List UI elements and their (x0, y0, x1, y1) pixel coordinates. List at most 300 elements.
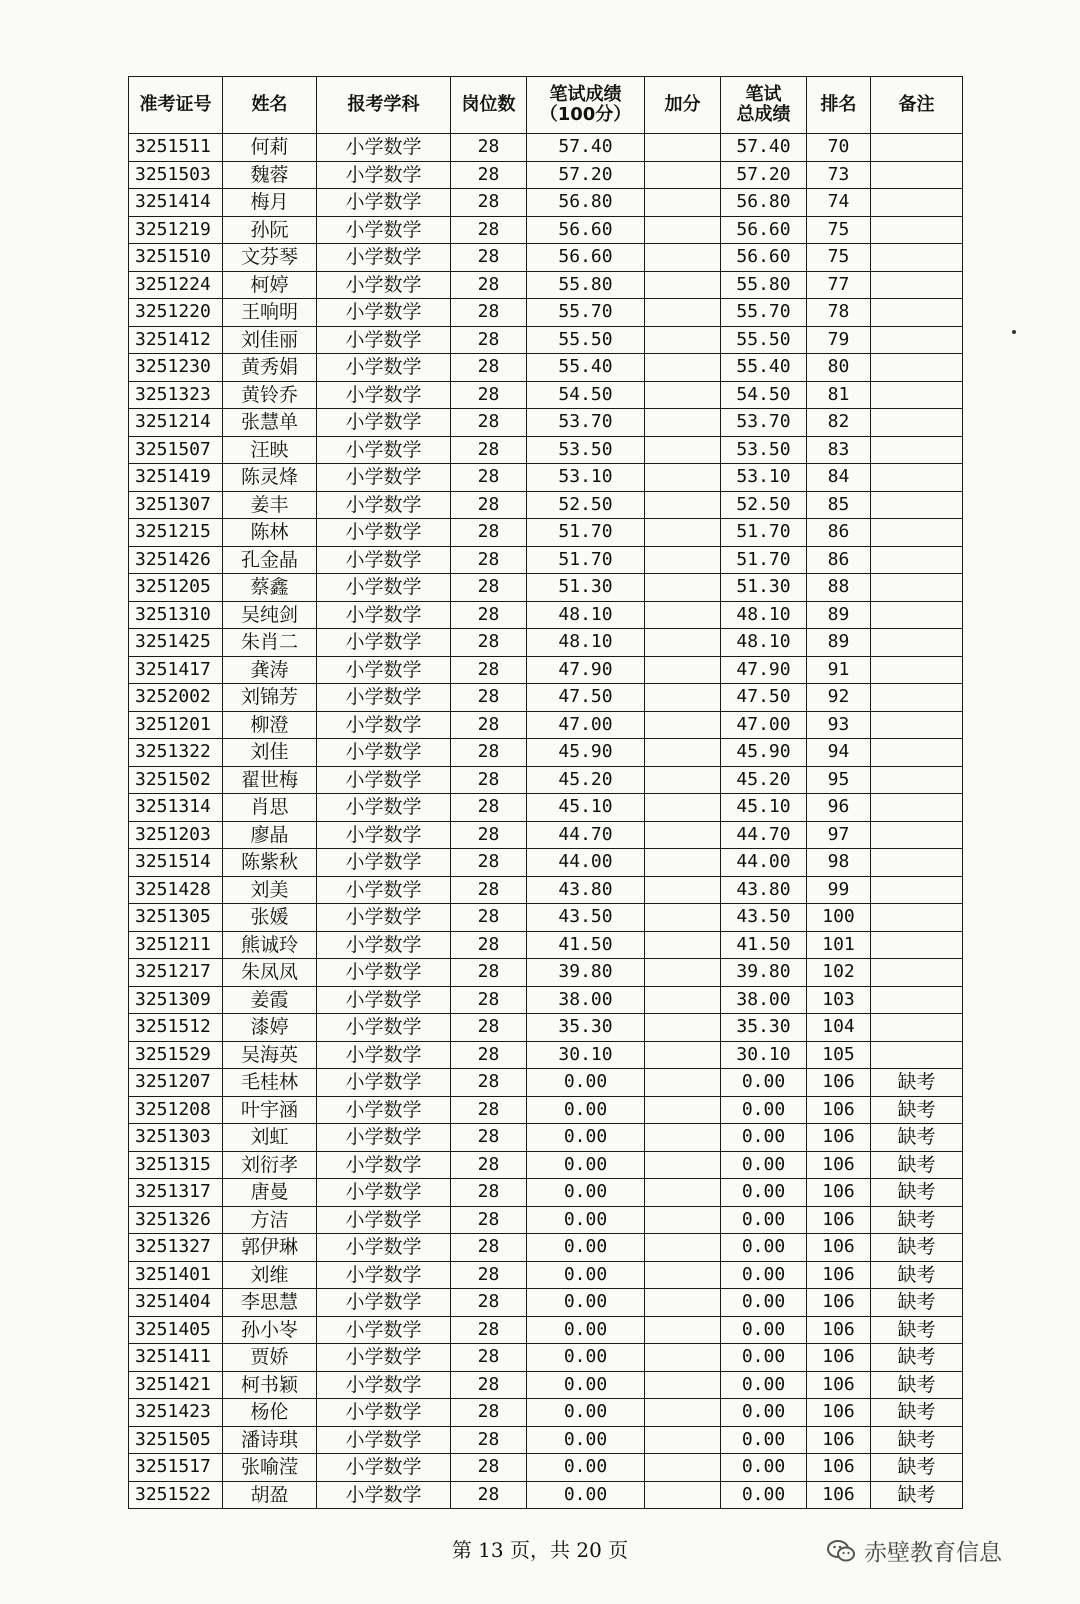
cell-rank: 106 (807, 1069, 871, 1097)
cell-written-score: 57.20 (527, 161, 645, 189)
cell-subject: 小学数学 (317, 711, 451, 739)
cell-name: 郭伊琳 (223, 1234, 317, 1262)
cell-bonus (645, 794, 721, 822)
cell-positions: 28 (451, 381, 527, 409)
cell-note (871, 381, 963, 409)
cell-total-score: 53.10 (721, 464, 807, 492)
table-row (129, 711, 963, 739)
table-row (129, 1124, 963, 1152)
cell-subject: 小学数学 (317, 464, 451, 492)
cell-subject: 小学数学 (317, 1316, 451, 1344)
cell-total-score: 43.50 (721, 904, 807, 932)
cell-total-score: 0.00 (721, 1151, 807, 1179)
cell-positions: 28 (451, 1371, 527, 1399)
cell-note (871, 821, 963, 849)
cell-bonus (645, 464, 721, 492)
table-row (129, 629, 963, 657)
cell-note (871, 436, 963, 464)
cell-note: 缺考 (871, 1316, 963, 1344)
table-row (129, 491, 963, 519)
cell-bonus (645, 821, 721, 849)
cell-name: 张喻滢 (223, 1454, 317, 1482)
table-row (129, 1481, 963, 1509)
cell-id: 3251512 (129, 1014, 223, 1042)
cell-subject: 小学数学 (317, 1344, 451, 1372)
cell-positions: 28 (451, 216, 527, 244)
cell-note (871, 986, 963, 1014)
cell-id: 3251309 (129, 986, 223, 1014)
cell-bonus (645, 986, 721, 1014)
cell-written-score: 0.00 (527, 1206, 645, 1234)
cell-positions: 28 (451, 629, 527, 657)
cell-note (871, 1014, 963, 1042)
cell-subject: 小学数学 (317, 1014, 451, 1042)
table-row (129, 1261, 963, 1289)
cell-note (871, 739, 963, 767)
cell-name: 杨伦 (223, 1399, 317, 1427)
cell-rank: 83 (807, 436, 871, 464)
cell-positions: 28 (451, 546, 527, 574)
cell-written-score: 0.00 (527, 1316, 645, 1344)
cell-written-score: 51.70 (527, 519, 645, 547)
table-row (129, 1316, 963, 1344)
cell-bonus (645, 1316, 721, 1344)
table-row (129, 546, 963, 574)
cell-note: 缺考 (871, 1069, 963, 1097)
cell-written-score: 0.00 (527, 1426, 645, 1454)
cell-written-score: 0.00 (527, 1069, 645, 1097)
table-body (129, 134, 963, 1509)
cell-positions: 28 (451, 134, 527, 162)
cell-written-score: 56.80 (527, 189, 645, 217)
cell-note (871, 574, 963, 602)
table-row (129, 189, 963, 217)
cell-name: 吴纯剑 (223, 601, 317, 629)
cell-written-score: 35.30 (527, 1014, 645, 1042)
cell-id: 3251317 (129, 1179, 223, 1207)
cell-note (871, 464, 963, 492)
cell-subject: 小学数学 (317, 189, 451, 217)
table-row (129, 986, 963, 1014)
cell-positions: 28 (451, 1289, 527, 1317)
cell-total-score: 47.00 (721, 711, 807, 739)
cell-written-score: 0.00 (527, 1289, 645, 1317)
wechat-icon (826, 1538, 856, 1564)
cell-id: 3251219 (129, 216, 223, 244)
table-row (129, 739, 963, 767)
cell-total-score: 55.50 (721, 326, 807, 354)
header-note: 备注 (871, 77, 963, 134)
cell-id: 3251215 (129, 519, 223, 547)
header-name: 姓名 (223, 77, 317, 134)
cell-written-score: 0.00 (527, 1371, 645, 1399)
cell-positions: 28 (451, 1316, 527, 1344)
cell-id: 3251207 (129, 1069, 223, 1097)
cell-name: 潘诗琪 (223, 1426, 317, 1454)
cell-bonus (645, 436, 721, 464)
cell-bonus (645, 1454, 721, 1482)
cell-id: 3251505 (129, 1426, 223, 1454)
table-row (129, 904, 963, 932)
cell-positions: 28 (451, 1454, 527, 1482)
cell-total-score: 0.00 (721, 1399, 807, 1427)
cell-written-score: 48.10 (527, 601, 645, 629)
cell-subject: 小学数学 (317, 876, 451, 904)
cell-id: 3251417 (129, 656, 223, 684)
cell-total-score: 41.50 (721, 931, 807, 959)
cell-rank: 105 (807, 1041, 871, 1069)
cell-subject: 小学数学 (317, 491, 451, 519)
cell-subject: 小学数学 (317, 574, 451, 602)
cell-rank: 106 (807, 1454, 871, 1482)
cell-id: 3251303 (129, 1124, 223, 1152)
cell-bonus (645, 1041, 721, 1069)
cell-subject: 小学数学 (317, 436, 451, 464)
table-row (129, 244, 963, 272)
page-number: 第 13 页，共 20 页 (451, 1538, 629, 1562)
cell-name: 廖晶 (223, 821, 317, 849)
cell-note (871, 216, 963, 244)
cell-id: 3251205 (129, 574, 223, 602)
cell-id: 3251411 (129, 1344, 223, 1372)
cell-subject: 小学数学 (317, 656, 451, 684)
cell-note (871, 711, 963, 739)
cell-rank: 77 (807, 271, 871, 299)
cell-written-score: 55.40 (527, 354, 645, 382)
cell-name: 汪映 (223, 436, 317, 464)
table-row (129, 1096, 963, 1124)
table-header-row (129, 77, 963, 134)
cell-note (871, 849, 963, 877)
cell-total-score: 44.70 (721, 821, 807, 849)
cell-positions: 28 (451, 739, 527, 767)
cell-id: 3251208 (129, 1096, 223, 1124)
cell-id: 3251323 (129, 381, 223, 409)
cell-name: 吴海英 (223, 1041, 317, 1069)
cell-subject: 小学数学 (317, 1179, 451, 1207)
cell-id: 3251315 (129, 1151, 223, 1179)
cell-bonus (645, 1481, 721, 1509)
table-row (129, 821, 963, 849)
header-written-score (527, 77, 645, 134)
cell-positions: 28 (451, 326, 527, 354)
cell-total-score: 38.00 (721, 986, 807, 1014)
cell-total-score: 0.00 (721, 1481, 807, 1509)
cell-id: 3251322 (129, 739, 223, 767)
cell-note (871, 1041, 963, 1069)
cell-note: 缺考 (871, 1151, 963, 1179)
table-row (129, 601, 963, 629)
cell-id: 3251502 (129, 766, 223, 794)
cell-written-score: 0.00 (527, 1399, 645, 1427)
cell-total-score: 35.30 (721, 1014, 807, 1042)
cell-name: 魏蓉 (223, 161, 317, 189)
table-row (129, 354, 963, 382)
cell-subject: 小学数学 (317, 546, 451, 574)
cell-bonus (645, 656, 721, 684)
table-row (129, 1041, 963, 1069)
cell-bonus (645, 931, 721, 959)
cell-total-score: 0.00 (721, 1426, 807, 1454)
cell-subject: 小学数学 (317, 1206, 451, 1234)
cell-subject: 小学数学 (317, 299, 451, 327)
cell-subject: 小学数学 (317, 216, 451, 244)
cell-total-score: 52.50 (721, 491, 807, 519)
cell-id: 3251224 (129, 271, 223, 299)
cell-id: 3251529 (129, 1041, 223, 1069)
cell-bonus (645, 244, 721, 272)
cell-written-score: 39.80 (527, 959, 645, 987)
cell-id: 3251419 (129, 464, 223, 492)
cell-total-score: 54.50 (721, 381, 807, 409)
cell-rank: 79 (807, 326, 871, 354)
cell-positions: 28 (451, 354, 527, 382)
table-row (129, 299, 963, 327)
watermark (826, 1534, 1002, 1567)
cell-total-score: 0.00 (721, 1344, 807, 1372)
table-row (129, 1179, 963, 1207)
cell-rank: 106 (807, 1096, 871, 1124)
cell-name: 熊诚玲 (223, 931, 317, 959)
cell-written-score: 0.00 (527, 1179, 645, 1207)
cell-note (871, 409, 963, 437)
cell-id: 3251507 (129, 436, 223, 464)
cell-note (871, 629, 963, 657)
table-row (129, 436, 963, 464)
cell-positions: 28 (451, 1069, 527, 1097)
cell-subject: 小学数学 (317, 161, 451, 189)
cell-subject: 小学数学 (317, 1124, 451, 1152)
cell-note (871, 766, 963, 794)
cell-bonus (645, 1096, 721, 1124)
cell-bonus (645, 1124, 721, 1152)
cell-positions: 28 (451, 1096, 527, 1124)
cell-written-score: 47.50 (527, 684, 645, 712)
cell-total-score: 56.60 (721, 216, 807, 244)
cell-written-score: 56.60 (527, 216, 645, 244)
cell-bonus (645, 134, 721, 162)
cell-name: 孔金晶 (223, 546, 317, 574)
cell-bonus (645, 1261, 721, 1289)
table-row (129, 1454, 963, 1482)
cell-total-score: 45.90 (721, 739, 807, 767)
cell-id: 3251426 (129, 546, 223, 574)
cell-positions: 28 (451, 1261, 527, 1289)
table-row (129, 1426, 963, 1454)
cell-total-score: 0.00 (721, 1454, 807, 1482)
cell-total-score: 53.50 (721, 436, 807, 464)
table-row (129, 574, 963, 602)
cell-subject: 小学数学 (317, 354, 451, 382)
cell-id: 3251423 (129, 1399, 223, 1427)
cell-subject: 小学数学 (317, 904, 451, 932)
cell-total-score: 0.00 (721, 1261, 807, 1289)
cell-positions: 28 (451, 959, 527, 987)
cell-written-score: 48.10 (527, 629, 645, 657)
scan-speck (1012, 330, 1016, 334)
cell-written-score: 30.10 (527, 1041, 645, 1069)
cell-positions: 28 (451, 766, 527, 794)
cell-id: 3251326 (129, 1206, 223, 1234)
cell-id: 3251217 (129, 959, 223, 987)
cell-positions: 28 (451, 1234, 527, 1262)
cell-name: 陈林 (223, 519, 317, 547)
cell-total-score: 48.10 (721, 629, 807, 657)
cell-positions: 28 (451, 519, 527, 547)
cell-id: 3251305 (129, 904, 223, 932)
cell-name: 胡盈 (223, 1481, 317, 1509)
cell-note (871, 656, 963, 684)
cell-subject: 小学数学 (317, 1069, 451, 1097)
cell-total-score: 56.80 (721, 189, 807, 217)
cell-note: 缺考 (871, 1399, 963, 1427)
cell-positions: 28 (451, 271, 527, 299)
cell-rank: 101 (807, 931, 871, 959)
cell-bonus (645, 1206, 721, 1234)
cell-name: 王响明 (223, 299, 317, 327)
cell-rank: 92 (807, 684, 871, 712)
cell-name: 唐曼 (223, 1179, 317, 1207)
header-id: 准考证号 (129, 77, 223, 134)
cell-written-score: 53.10 (527, 464, 645, 492)
cell-written-score: 44.00 (527, 849, 645, 877)
cell-id: 3252002 (129, 684, 223, 712)
cell-id: 3251511 (129, 134, 223, 162)
table-row (129, 1151, 963, 1179)
cell-id: 3251314 (129, 794, 223, 822)
cell-written-score: 45.10 (527, 794, 645, 822)
cell-written-score: 38.00 (527, 986, 645, 1014)
cell-positions: 28 (451, 1179, 527, 1207)
cell-subject: 小学数学 (317, 1234, 451, 1262)
cell-name: 张慧单 (223, 409, 317, 437)
cell-id: 3251307 (129, 491, 223, 519)
cell-rank: 96 (807, 794, 871, 822)
cell-name: 柳澄 (223, 711, 317, 739)
cell-positions: 28 (451, 904, 527, 932)
cell-positions: 28 (451, 656, 527, 684)
cell-name: 文芬琴 (223, 244, 317, 272)
cell-name: 梅月 (223, 189, 317, 217)
cell-bonus (645, 574, 721, 602)
cell-note: 缺考 (871, 1179, 963, 1207)
cell-subject: 小学数学 (317, 1481, 451, 1509)
cell-bonus (645, 271, 721, 299)
cell-rank: 88 (807, 574, 871, 602)
cell-rank: 89 (807, 629, 871, 657)
cell-subject: 小学数学 (317, 519, 451, 547)
cell-rank: 91 (807, 656, 871, 684)
table-row (129, 216, 963, 244)
cell-subject: 小学数学 (317, 1096, 451, 1124)
cell-note (871, 326, 963, 354)
cell-name: 陈紫秋 (223, 849, 317, 877)
cell-positions: 28 (451, 409, 527, 437)
cell-subject: 小学数学 (317, 271, 451, 299)
cell-rank: 75 (807, 216, 871, 244)
cell-name: 蔡鑫 (223, 574, 317, 602)
cell-name: 刘锦芳 (223, 684, 317, 712)
cell-name: 刘虹 (223, 1124, 317, 1152)
cell-written-score: 47.00 (527, 711, 645, 739)
cell-bonus (645, 876, 721, 904)
header-positions: 岗位数 (451, 77, 527, 134)
cell-note (871, 354, 963, 382)
header-written-line2: （100分） (539, 104, 632, 125)
cell-written-score: 0.00 (527, 1344, 645, 1372)
cell-name: 柯书颖 (223, 1371, 317, 1399)
cell-rank: 73 (807, 161, 871, 189)
cell-id: 3251503 (129, 161, 223, 189)
table-row (129, 1399, 963, 1427)
cell-bonus (645, 161, 721, 189)
cell-bonus (645, 519, 721, 547)
cell-positions: 28 (451, 189, 527, 217)
header-total-line1: 笔试 (745, 84, 782, 105)
cell-subject: 小学数学 (317, 629, 451, 657)
cell-bonus (645, 739, 721, 767)
cell-name: 漆婷 (223, 1014, 317, 1042)
cell-id: 3251220 (129, 299, 223, 327)
cell-id: 3251211 (129, 931, 223, 959)
table-row (129, 931, 963, 959)
cell-total-score: 47.90 (721, 656, 807, 684)
cell-written-score: 43.80 (527, 876, 645, 904)
cell-subject: 小学数学 (317, 1454, 451, 1482)
cell-name: 龚涛 (223, 656, 317, 684)
cell-id: 3251421 (129, 1371, 223, 1399)
cell-total-score: 51.30 (721, 574, 807, 602)
cell-bonus (645, 354, 721, 382)
cell-rank: 106 (807, 1426, 871, 1454)
cell-bonus (645, 1344, 721, 1372)
cell-rank: 100 (807, 904, 871, 932)
cell-positions: 28 (451, 821, 527, 849)
cell-positions: 28 (451, 1206, 527, 1234)
cell-name: 孙阮 (223, 216, 317, 244)
cell-name: 黄铃乔 (223, 381, 317, 409)
cell-name: 翟世梅 (223, 766, 317, 794)
cell-note: 缺考 (871, 1096, 963, 1124)
cell-name: 刘美 (223, 876, 317, 904)
cell-written-score: 52.50 (527, 491, 645, 519)
cell-rank: 106 (807, 1124, 871, 1152)
cell-note: 缺考 (871, 1206, 963, 1234)
cell-rank: 85 (807, 491, 871, 519)
cell-written-score: 0.00 (527, 1454, 645, 1482)
cell-bonus (645, 684, 721, 712)
cell-total-score: 47.50 (721, 684, 807, 712)
cell-name: 陈灵烽 (223, 464, 317, 492)
cell-written-score: 45.20 (527, 766, 645, 794)
cell-positions: 28 (451, 849, 527, 877)
cell-bonus (645, 1151, 721, 1179)
cell-note (871, 546, 963, 574)
cell-rank: 80 (807, 354, 871, 382)
cell-note (871, 299, 963, 327)
cell-id: 3251412 (129, 326, 223, 354)
cell-rank: 106 (807, 1399, 871, 1427)
cell-total-score: 0.00 (721, 1234, 807, 1262)
cell-bonus (645, 1179, 721, 1207)
cell-positions: 28 (451, 299, 527, 327)
cell-id: 3251310 (129, 601, 223, 629)
cell-subject: 小学数学 (317, 849, 451, 877)
cell-note (871, 491, 963, 519)
cell-rank: 97 (807, 821, 871, 849)
cell-subject: 小学数学 (317, 766, 451, 794)
cell-note (871, 684, 963, 712)
